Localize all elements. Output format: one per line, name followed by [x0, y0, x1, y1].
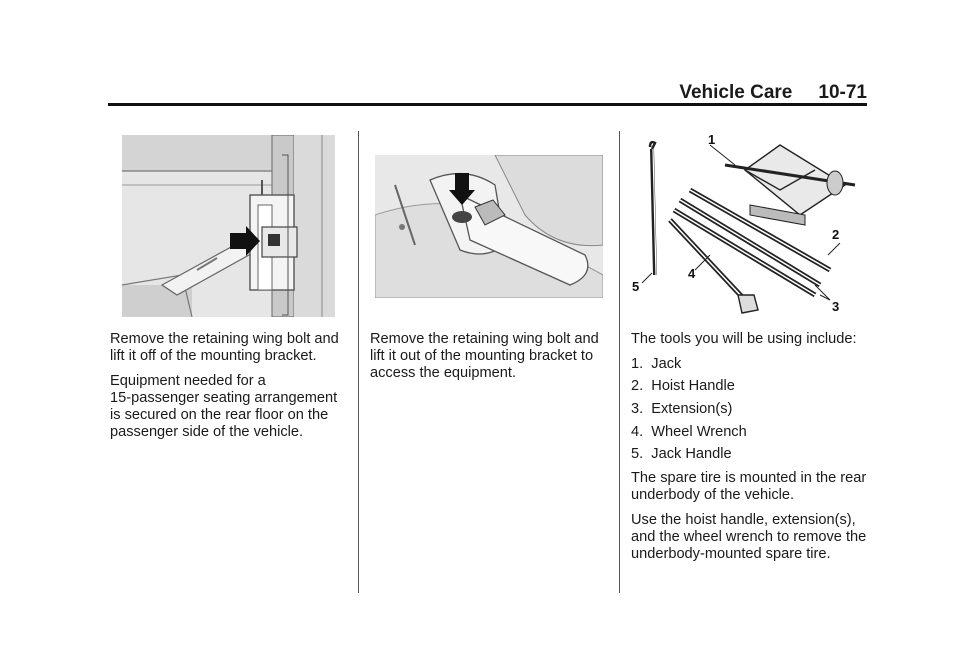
list-label: Wheel Wrench	[651, 424, 747, 440]
col2-paragraph-1: Remove the retaining wing bolt and lift it out of the mounting bracket to access the equipment.	[370, 331, 599, 381]
col3-paragraph-2: Use the hoist handle, extension(s), and the wheel wrench to remove the underbody-mounted spare tire.	[631, 512, 867, 562]
list-item	[631, 401, 732, 417]
list-number: 5.	[631, 446, 644, 462]
callout-3: 3	[832, 299, 840, 314]
section-title: Vehicle Care	[679, 82, 793, 103]
page-number: 10-71	[818, 82, 867, 103]
list-number: 2.	[631, 378, 644, 394]
col1-paragraph-2: Equipment needed for a 15-passenger seating arrangement is secured on the rear floor on the passenger side of the vehicle.	[110, 373, 338, 440]
list-label: Extension(s)	[651, 401, 733, 417]
running-header	[679, 82, 867, 104]
list-item	[631, 446, 732, 462]
wing-bolt-equipment-illustration	[375, 155, 603, 298]
list-number: 1.	[631, 356, 644, 372]
list-item	[631, 424, 747, 440]
list-label: Hoist Handle	[651, 378, 735, 394]
column-divider-1	[358, 131, 359, 593]
list-label: Jack Handle	[651, 446, 732, 462]
callout-1: 1	[708, 135, 716, 147]
callout-2: 2	[832, 227, 840, 242]
jack-storage-bracket-illustration	[122, 135, 335, 317]
callout-4: 4	[688, 266, 696, 281]
tools-illustration	[630, 135, 860, 315]
list-number: 3.	[631, 401, 644, 417]
col3-paragraph-1: The spare tire is mounted in the rear underbody of the vehicle.	[631, 470, 867, 503]
callout-5: 5	[632, 279, 640, 294]
col3-intro: The tools you will be using include:	[631, 331, 857, 347]
header-rule	[108, 103, 867, 106]
list-label: Jack	[651, 356, 682, 372]
list-item	[631, 378, 735, 394]
col1-paragraph-1: Remove the retaining wing bolt and lift it off of the mounting bracket.	[110, 331, 339, 364]
list-item	[631, 356, 681, 372]
column-divider-2	[619, 131, 620, 593]
list-number: 4.	[631, 424, 644, 440]
